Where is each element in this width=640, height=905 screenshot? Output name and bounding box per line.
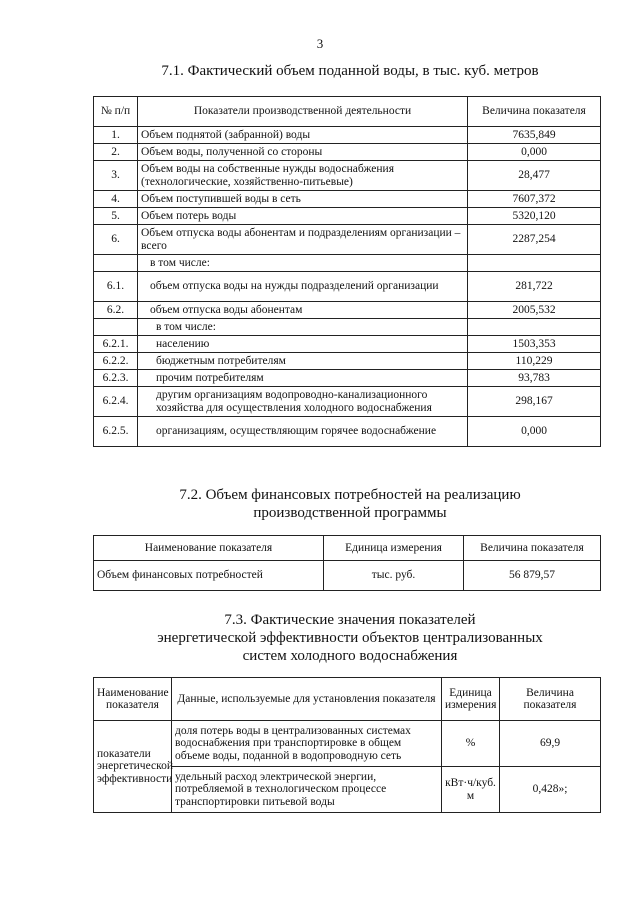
group-label: показатели энергетической эффективности xyxy=(94,721,172,813)
table-header-row xyxy=(94,536,601,561)
row-value: 28,477 xyxy=(468,161,601,191)
row-label: организациям, осуществляющим горячее водоснабжение xyxy=(138,417,468,447)
row-num: 2. xyxy=(94,144,138,161)
page-number: 3 xyxy=(316,36,324,51)
section1-title: 7.1. Фактический объем поданной воды, в тыс. куб. метров xyxy=(161,63,539,79)
section2-title-line2: производственной программы xyxy=(253,505,447,521)
row-label: Объем потерь воды xyxy=(138,208,468,225)
row-label: в том числе: xyxy=(138,319,468,336)
row-value: 69,9 xyxy=(500,721,601,767)
header-value: Величина показателя xyxy=(464,536,601,561)
row-num: 4. xyxy=(94,191,138,208)
row-value xyxy=(468,319,601,336)
table-row xyxy=(94,353,601,370)
row-label: Объем отпуска воды абонентам и подразделениям организации – всего xyxy=(138,225,468,255)
section2-title-line1: 7.2. Объем финансовых потребностей на реализацию xyxy=(179,487,521,503)
row-label: бюджетным потребителям xyxy=(138,353,468,370)
row-num: 6.2.3. xyxy=(94,370,138,387)
row-data: удельный расход электрической энергии, потребляемой в технологическом процессе транспортировки питьевой воды xyxy=(172,767,442,813)
header-value: Величина показателя xyxy=(500,678,601,721)
row-num: 6.2.4. xyxy=(94,387,138,417)
row-label: Объем поступившей воды в сеть xyxy=(138,191,468,208)
row-value: 110,229 xyxy=(468,353,601,370)
row-num: 6.2.5. xyxy=(94,417,138,447)
row-label: Объем воды на собственные нужды водоснабжения (технологические, хозяйственно-питьевые) xyxy=(138,161,468,191)
header-name: Наименование показателя xyxy=(94,678,172,721)
section3-title-line1: 7.3. Фактические значения показателей xyxy=(224,612,476,628)
header-name: Наименование показателя xyxy=(94,536,324,561)
table-row xyxy=(94,225,601,255)
row-value: 2005,532 xyxy=(468,302,601,319)
row-num: 5. xyxy=(94,208,138,225)
row-value: 298,167 xyxy=(468,387,601,417)
header-num: № п/п xyxy=(94,97,138,127)
table-header-row xyxy=(94,678,601,721)
row-num: 3. xyxy=(94,161,138,191)
row-value: 56 879,57 xyxy=(464,561,601,591)
section3-title-line2: энергетической эффективности объектов централизованных xyxy=(157,630,543,646)
row-num: 6. xyxy=(94,225,138,255)
row-unit: кВт·ч/куб. м xyxy=(442,767,500,813)
row-value: 7635,849 xyxy=(468,127,601,144)
table-row xyxy=(94,127,601,144)
row-num: 6.2. xyxy=(94,302,138,319)
table-row xyxy=(94,387,601,417)
water-volume-table xyxy=(93,96,601,447)
table-row xyxy=(94,302,601,319)
row-value: 93,783 xyxy=(468,370,601,387)
section3-title-line3: систем холодного водоснабжения xyxy=(242,648,458,664)
table-row xyxy=(94,561,601,591)
financial-needs-table xyxy=(93,535,601,591)
header-data: Данные, используемые для установления показателя xyxy=(172,678,442,721)
row-value: 281,722 xyxy=(468,272,601,302)
row-value xyxy=(468,255,601,272)
row-num: 1. xyxy=(94,127,138,144)
energy-efficiency-table xyxy=(93,677,601,813)
table-row xyxy=(94,370,601,387)
row-label: объем отпуска воды абонентам xyxy=(138,302,468,319)
row-label: населению xyxy=(138,336,468,353)
header-indicator: Показатели производственной деятельности xyxy=(138,97,468,127)
table-row xyxy=(94,319,601,336)
row-label: в том числе: xyxy=(138,255,468,272)
table-row xyxy=(94,336,601,353)
table-row xyxy=(94,417,601,447)
row-value: 7607,372 xyxy=(468,191,601,208)
row-num xyxy=(94,255,138,272)
row-value: 0,000 xyxy=(468,144,601,161)
table-header-row xyxy=(94,97,601,127)
row-num: 6.2.2. xyxy=(94,353,138,370)
table-row xyxy=(94,208,601,225)
row-num: 6.2.1. xyxy=(94,336,138,353)
row-label: прочим потребителям xyxy=(138,370,468,387)
header-value: Величина показателя xyxy=(468,97,601,127)
row-value: 1503,353 xyxy=(468,336,601,353)
row-unit: % xyxy=(442,721,500,767)
row-label: Объем воды, полученной со стороны xyxy=(138,144,468,161)
table-row xyxy=(94,721,601,767)
row-label: Объем поднятой (забранной) воды xyxy=(138,127,468,144)
row-label: другим организациям водопроводно-канализационного хозяйства для осуществления холодного водоснабжения xyxy=(138,387,468,417)
table-row xyxy=(94,272,601,302)
row-label: Объем финансовых потребностей xyxy=(94,561,324,591)
row-value: 2287,254 xyxy=(468,225,601,255)
row-value: 5320,120 xyxy=(468,208,601,225)
table-row xyxy=(94,191,601,208)
row-num xyxy=(94,319,138,336)
row-num: 6.1. xyxy=(94,272,138,302)
header-unit: Единица измерения xyxy=(442,678,500,721)
row-label: объем отпуска воды на нужды подразделений организации xyxy=(138,272,468,302)
table-row xyxy=(94,161,601,191)
header-unit: Единица измерения xyxy=(324,536,464,561)
row-value: 0,000 xyxy=(468,417,601,447)
table-row xyxy=(94,144,601,161)
table-row xyxy=(94,255,601,272)
row-unit: тыс. руб. xyxy=(324,561,464,591)
row-data: доля потерь воды в централизованных системах водоснабжения при транспортировке в общем объеме воды, поданной в водопроводную сеть xyxy=(172,721,442,767)
row-value: 0,428»; xyxy=(500,767,601,813)
